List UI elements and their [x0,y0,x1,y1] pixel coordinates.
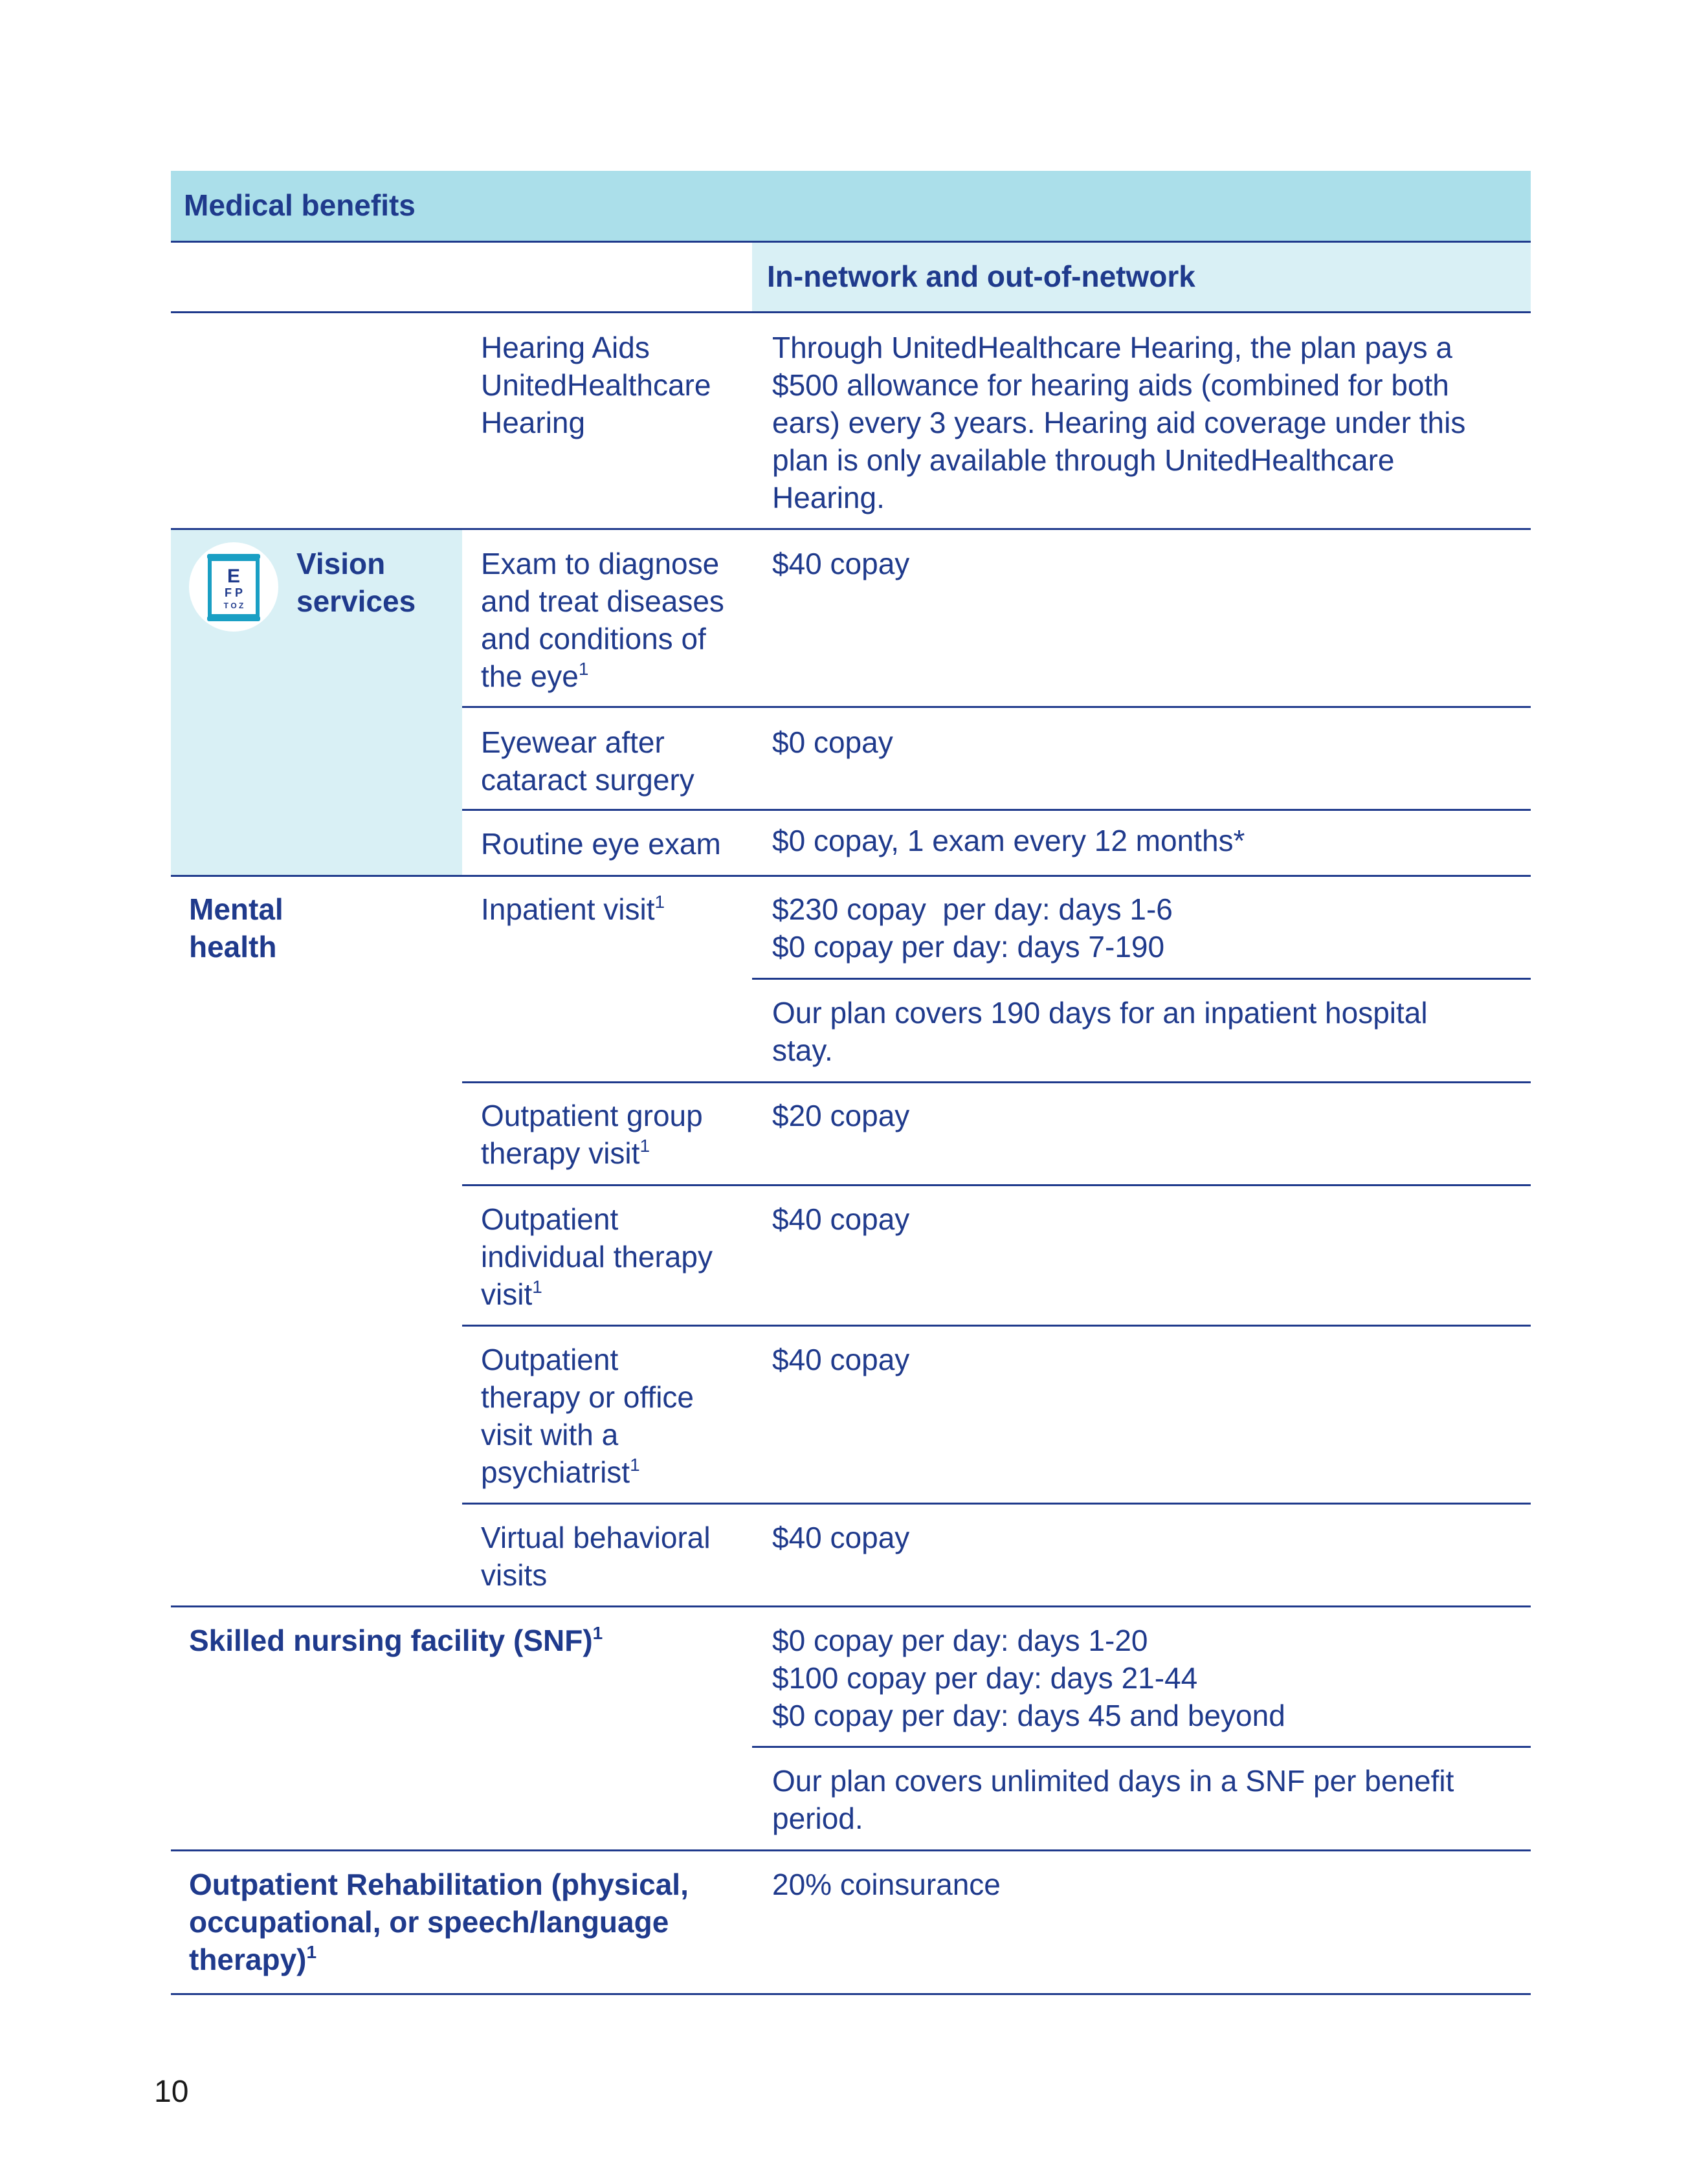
vision-eyewear-cost: $0 copay [772,725,893,759]
vision-exam-service: Exam to diagnose and treat diseases and conditions of the eye$^1$ [481,547,724,693]
footnote-marker: 1 [578,658,589,679]
virtual-behavioral-cost: $40 copay [772,1521,910,1554]
snf-note: Our plan covers unlimited days in a SNF per benefit period. [772,1764,1454,1835]
rule-subheader [171,311,1531,313]
vision-exam-cost: $40 copay [772,547,910,580]
rule-group [462,1184,1531,1186]
snf-category: Skilled nursing facility (SNF)$^1$ [189,1622,603,1657]
vision-routine-cost: $0 copay, 1 exam every 12 months* [772,824,1245,857]
virtual-behavioral-service: Virtual behavioral visits [481,1521,711,1592]
individual-therapy-cost: $40 copay [772,1202,910,1236]
eye-chart-letter-e: E [227,566,241,587]
psychiatrist-visit-service: Outpatient therapy or office visit with a psychiatrist$^1$ [481,1343,694,1489]
rule-header [171,241,1531,243]
inpatient-service: Inpatient visit$^1$ [481,891,665,926]
rule-inpatient [462,1081,1531,1083]
snf-cost: $0 copay per day: days 1-20 $100 copay per day: days 21-44 $0 copay per day: days 45 and beyond [772,1624,1285,1732]
page-number: 10 [154,2075,189,2109]
group-therapy-service: Outpatient group therapy visit$^1$ [481,1099,703,1170]
footnote-marker: 1 [630,1454,640,1475]
rule-hearing [171,528,1531,530]
eye-chart-letters-fp: F P [224,586,243,599]
mental-health-category: Mental health [189,892,283,964]
rule-individual [462,1325,1531,1327]
table-title: Medical benefits [184,188,416,222]
column-title: In-network and out-of-network [767,259,1195,293]
inpatient-cost: $230 copay per day: days 1-6 $0 copay per day: days 7-190 [772,892,1173,964]
rule-rehab [171,1993,1531,1995]
eye-chart-letters-toz: T O Z [223,601,244,610]
eye-chart-icon [189,542,278,632]
footnote-marker: 1 [654,891,665,912]
rehab-cost: 20% coinsurance [772,1868,1001,1901]
footnote-marker: 1 [639,1135,650,1156]
group-therapy-cost: $20 copay [772,1099,910,1132]
rule-vision-eyewear [462,809,1531,811]
rule-psychiatrist [462,1503,1531,1505]
footnote-marker: 1 [306,1941,317,1962]
vision-routine-service: Routine eye exam [481,827,721,861]
individual-therapy-service: Outpatient individual therapy visit$^1$ [481,1202,713,1311]
rule-vision [171,875,1531,877]
vision-eyewear-service: Eyewear after cataract surgery [481,725,694,797]
footnote-marker: 1 [532,1276,542,1297]
footnote-marker: 1 [592,1622,603,1643]
rule-mental-health [171,1605,1531,1607]
vision-category: Vision services [296,547,416,618]
rule-snf-cost [752,1746,1531,1748]
rule-vision-exam [462,706,1531,708]
inpatient-note: Our plan covers 190 days for an inpatient hospital stay. [772,996,1428,1067]
rule-inpatient-cost [752,978,1531,980]
rule-snf [171,1849,1531,1851]
rehab-category: Outpatient Rehabilitation (physical, occupational, or speech/language therapy)$^1$ [189,1868,689,1976]
psychiatrist-visit-cost: $40 copay [772,1343,910,1376]
hearing-aids-detail: Through UnitedHealthcare Hearing, the plan pays a $500 allowance for hearing aids (combined for both ears) every 3 years. Hearing aid coverage under this plan is only available through UnitedHealthcare Hearing. [772,331,1466,514]
hearing-aids-service: Hearing Aids UnitedHealthcare Hearing [481,331,711,439]
